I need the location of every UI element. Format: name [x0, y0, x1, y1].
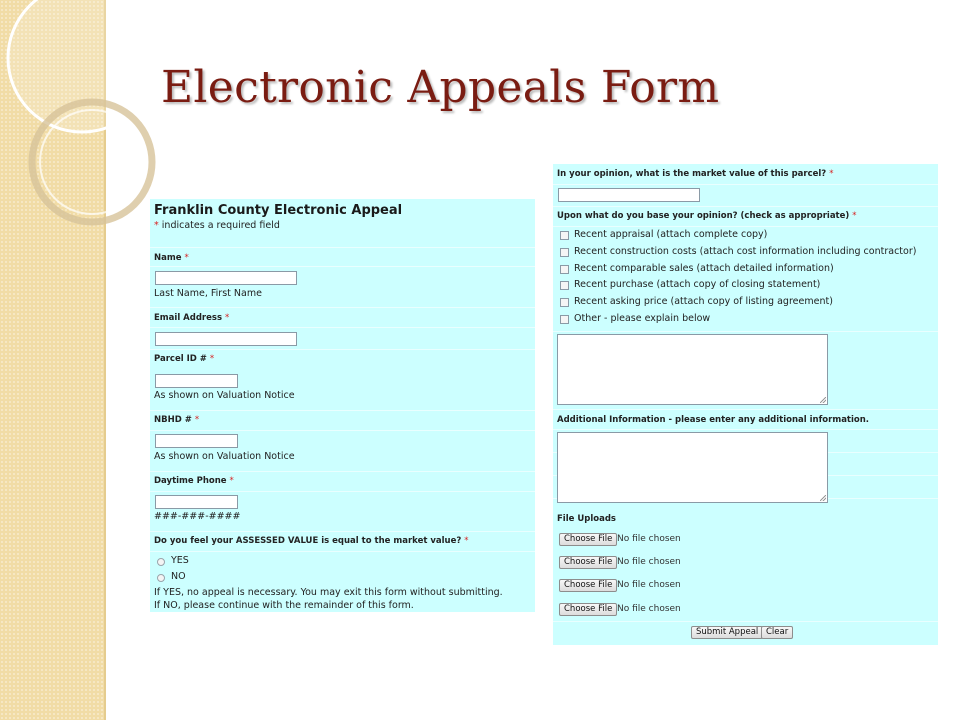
choose-file-button-3[interactable]: Choose File [559, 579, 617, 592]
name-label-text: Name [154, 253, 182, 263]
basis-option-asking-price: Recent asking price (attach copy of listing agreement) [574, 296, 833, 307]
basis-option-appraisal: Recent appraisal (attach complete copy) [574, 229, 768, 240]
basis-option-comparable: Recent comparable sales (attach detailed information) [574, 263, 834, 274]
form-heading: Franklin County Electronic Appeal [154, 203, 403, 218]
required-asterisk: * [209, 354, 215, 364]
required-asterisk: * [852, 211, 857, 221]
file-status-3: No file chosen [617, 580, 681, 590]
resize-grip-icon[interactable] [820, 397, 826, 403]
file-uploads-label: File Uploads [557, 514, 616, 524]
phone-label-text: Daytime Phone [154, 476, 227, 486]
nbhd-input[interactable] [155, 434, 238, 448]
email-label [154, 313, 229, 323]
radio-no-label: NO [171, 571, 186, 582]
basis-label-text: Upon what do you base your opinion? (check as appropriate) [557, 211, 850, 221]
basis-option-construction: Recent construction costs (attach cost information including contractor) [574, 246, 917, 257]
explain-textarea[interactable] [557, 334, 828, 405]
required-note-text: indicates a required field [161, 220, 280, 231]
market-value-input[interactable] [558, 188, 700, 202]
name-hint: Last Name, First Name [154, 288, 262, 299]
market-value-label-text: In your opinion, what is the market value of this parcel? [557, 169, 827, 179]
assessed-no-note: If NO, please continue with the remainder of this form. [154, 600, 414, 611]
parcel-id-hint: As shown on Valuation Notice [154, 390, 295, 401]
radio-no[interactable] [157, 574, 165, 582]
basis-checkbox-asking-price[interactable] [560, 298, 569, 307]
email-input[interactable] [155, 332, 297, 346]
parcel-id-input[interactable] [155, 374, 238, 388]
required-asterisk: * [184, 253, 189, 263]
phone-label [154, 476, 234, 486]
choose-file-button-1[interactable]: Choose File [559, 533, 617, 546]
clear-button[interactable]: Clear [761, 626, 793, 639]
radio-yes[interactable] [157, 558, 165, 566]
required-asterisk: * [154, 220, 159, 231]
file-status-1: No file chosen [617, 534, 681, 544]
basis-checkbox-other[interactable] [560, 315, 569, 324]
required-field-note [154, 220, 280, 231]
decorative-side-band [0, 0, 106, 720]
required-asterisk: * [229, 476, 234, 486]
required-asterisk: * [464, 536, 469, 546]
file-status-2: No file chosen [617, 557, 681, 567]
submit-appeal-button[interactable]: Submit Appeal [691, 626, 763, 639]
parcel-id-label [154, 354, 214, 364]
radio-yes-label: YES [171, 555, 189, 566]
required-asterisk: * [224, 313, 230, 323]
basis-option-other: Other - please explain below [574, 313, 711, 324]
additional-info-label: Additional Information - please enter any additional information. [557, 415, 870, 425]
email-label-text: Email Address [154, 313, 223, 323]
required-asterisk: * [829, 169, 834, 179]
choose-file-button-4[interactable]: Choose File [559, 603, 617, 616]
file-status-4: No file chosen [617, 604, 681, 614]
basis-checkbox-comparable[interactable] [560, 265, 569, 274]
right-form-panel [553, 164, 938, 645]
market-value-label [557, 169, 833, 179]
assessed-yes-note: If YES, no appeal is necessary. You may exit this form without submitting. [154, 587, 503, 598]
nbhd-label-text: NBHD # [154, 415, 192, 425]
nbhd-label [154, 415, 199, 425]
additional-info-textarea[interactable] [557, 432, 828, 503]
required-asterisk: * [194, 415, 200, 425]
slide-title: Electronic Appeals Form [161, 62, 720, 113]
resize-grip-icon[interactable] [820, 495, 826, 501]
parcel-id-label-text: Parcel ID # [154, 354, 207, 364]
name-input[interactable] [155, 271, 297, 285]
basis-checkbox-appraisal[interactable] [560, 231, 569, 240]
basis-label [557, 211, 856, 221]
choose-file-button-2[interactable]: Choose File [559, 556, 617, 569]
left-form-panel [150, 199, 535, 612]
nbhd-hint: As shown on Valuation Notice [154, 451, 295, 462]
phone-hint: ###-###-#### [154, 511, 241, 522]
assessed-value-question [154, 536, 469, 546]
assessed-value-question-text: Do you feel your ASSESSED VALUE is equal to the market value? [154, 536, 462, 546]
basis-checkbox-purchase[interactable] [560, 281, 569, 290]
name-label [154, 253, 189, 263]
basis-option-purchase: Recent purchase (attach copy of closing statement) [574, 279, 821, 290]
basis-checkbox-construction[interactable] [560, 248, 569, 257]
phone-input[interactable] [155, 495, 238, 509]
